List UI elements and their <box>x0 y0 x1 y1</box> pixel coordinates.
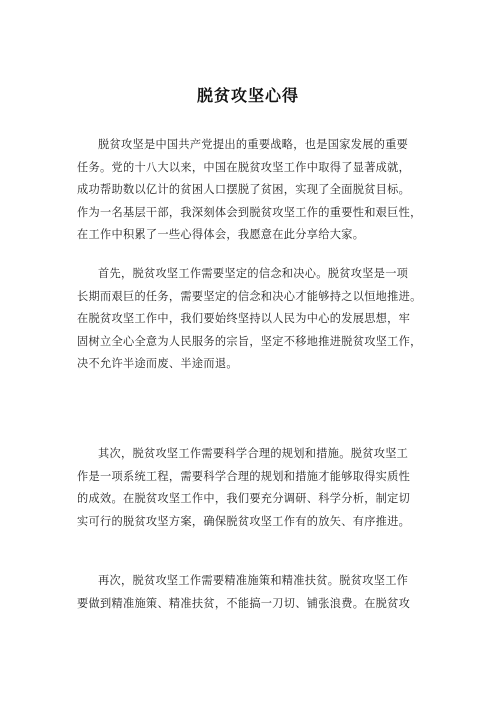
paragraph-3 <box>77 443 437 533</box>
paragraph-line: 在脱贫攻坚工作中，我们要始终坚持以人民为中心的发展思想，牢 <box>77 312 411 326</box>
paragraph-line: 的成效。在脱贫攻坚工作中，我们要充分调研、科学分析，制定切 <box>77 492 411 506</box>
paragraph-line: 再次，脱贫攻坚工作需要精准施策和精准扶贫。脱贫攻坚工作 <box>98 574 409 587</box>
paragraph-line: 决不允许半途而废、半途而退。 <box>77 357 238 371</box>
paragraph-line: 要做到精准施策、精准扶贫，不能搞一刀切、铺张浪费。在脱贫攻 <box>77 596 411 610</box>
paragraph-line: 首先，脱贫攻坚工作需要坚定的信念和决心。脱贫攻坚是一项 <box>98 267 409 280</box>
paragraph-line: 作为一名基层干部，我深刻体会到脱贫攻坚工作的重要性和艰巨性， <box>77 205 422 219</box>
paragraph-line: 长期而艰巨的任务，需要坚定的信念和决心才能够持之以恒地推进。 <box>77 289 422 303</box>
paragraph-1 <box>77 134 437 247</box>
paragraph-line: 脱贫攻坚是中国共产党提出的重要战略，也是国家发展的重要 <box>98 138 409 151</box>
paragraph-line: 其次，脱贫攻坚工作需要科学合理的规划和措施。脱贫攻坚工 <box>98 447 409 460</box>
paragraph-line: 作是一项系统工程，需要科学合理的规划和措施才能够取得实质性 <box>77 469 411 483</box>
paragraph-line: 实可行的脱贫攻坚方案，确保脱贫攻坚工作有的放矢、有序推进。 <box>77 514 411 528</box>
paragraph-4 <box>77 570 437 615</box>
paragraph-line: 成功帮助数以亿计的贫困人口摆脱了贫困，实现了全面脱贫目标。 <box>77 183 411 197</box>
paragraph-line: 在工作中积累了一些心得体会，我愿意在此分享给大家。 <box>77 228 365 242</box>
paragraph-line: 任务。党的十八大以来，中国在脱贫攻坚工作中取得了显著成就， <box>77 160 411 174</box>
paragraph-2 <box>77 263 437 376</box>
paragraph-line: 固树立全心全意为人民服务的宗旨，坚定不移地推进脱贫攻坚工作， <box>77 334 422 348</box>
document-title: 脱贫攻坚心得 <box>196 86 299 105</box>
